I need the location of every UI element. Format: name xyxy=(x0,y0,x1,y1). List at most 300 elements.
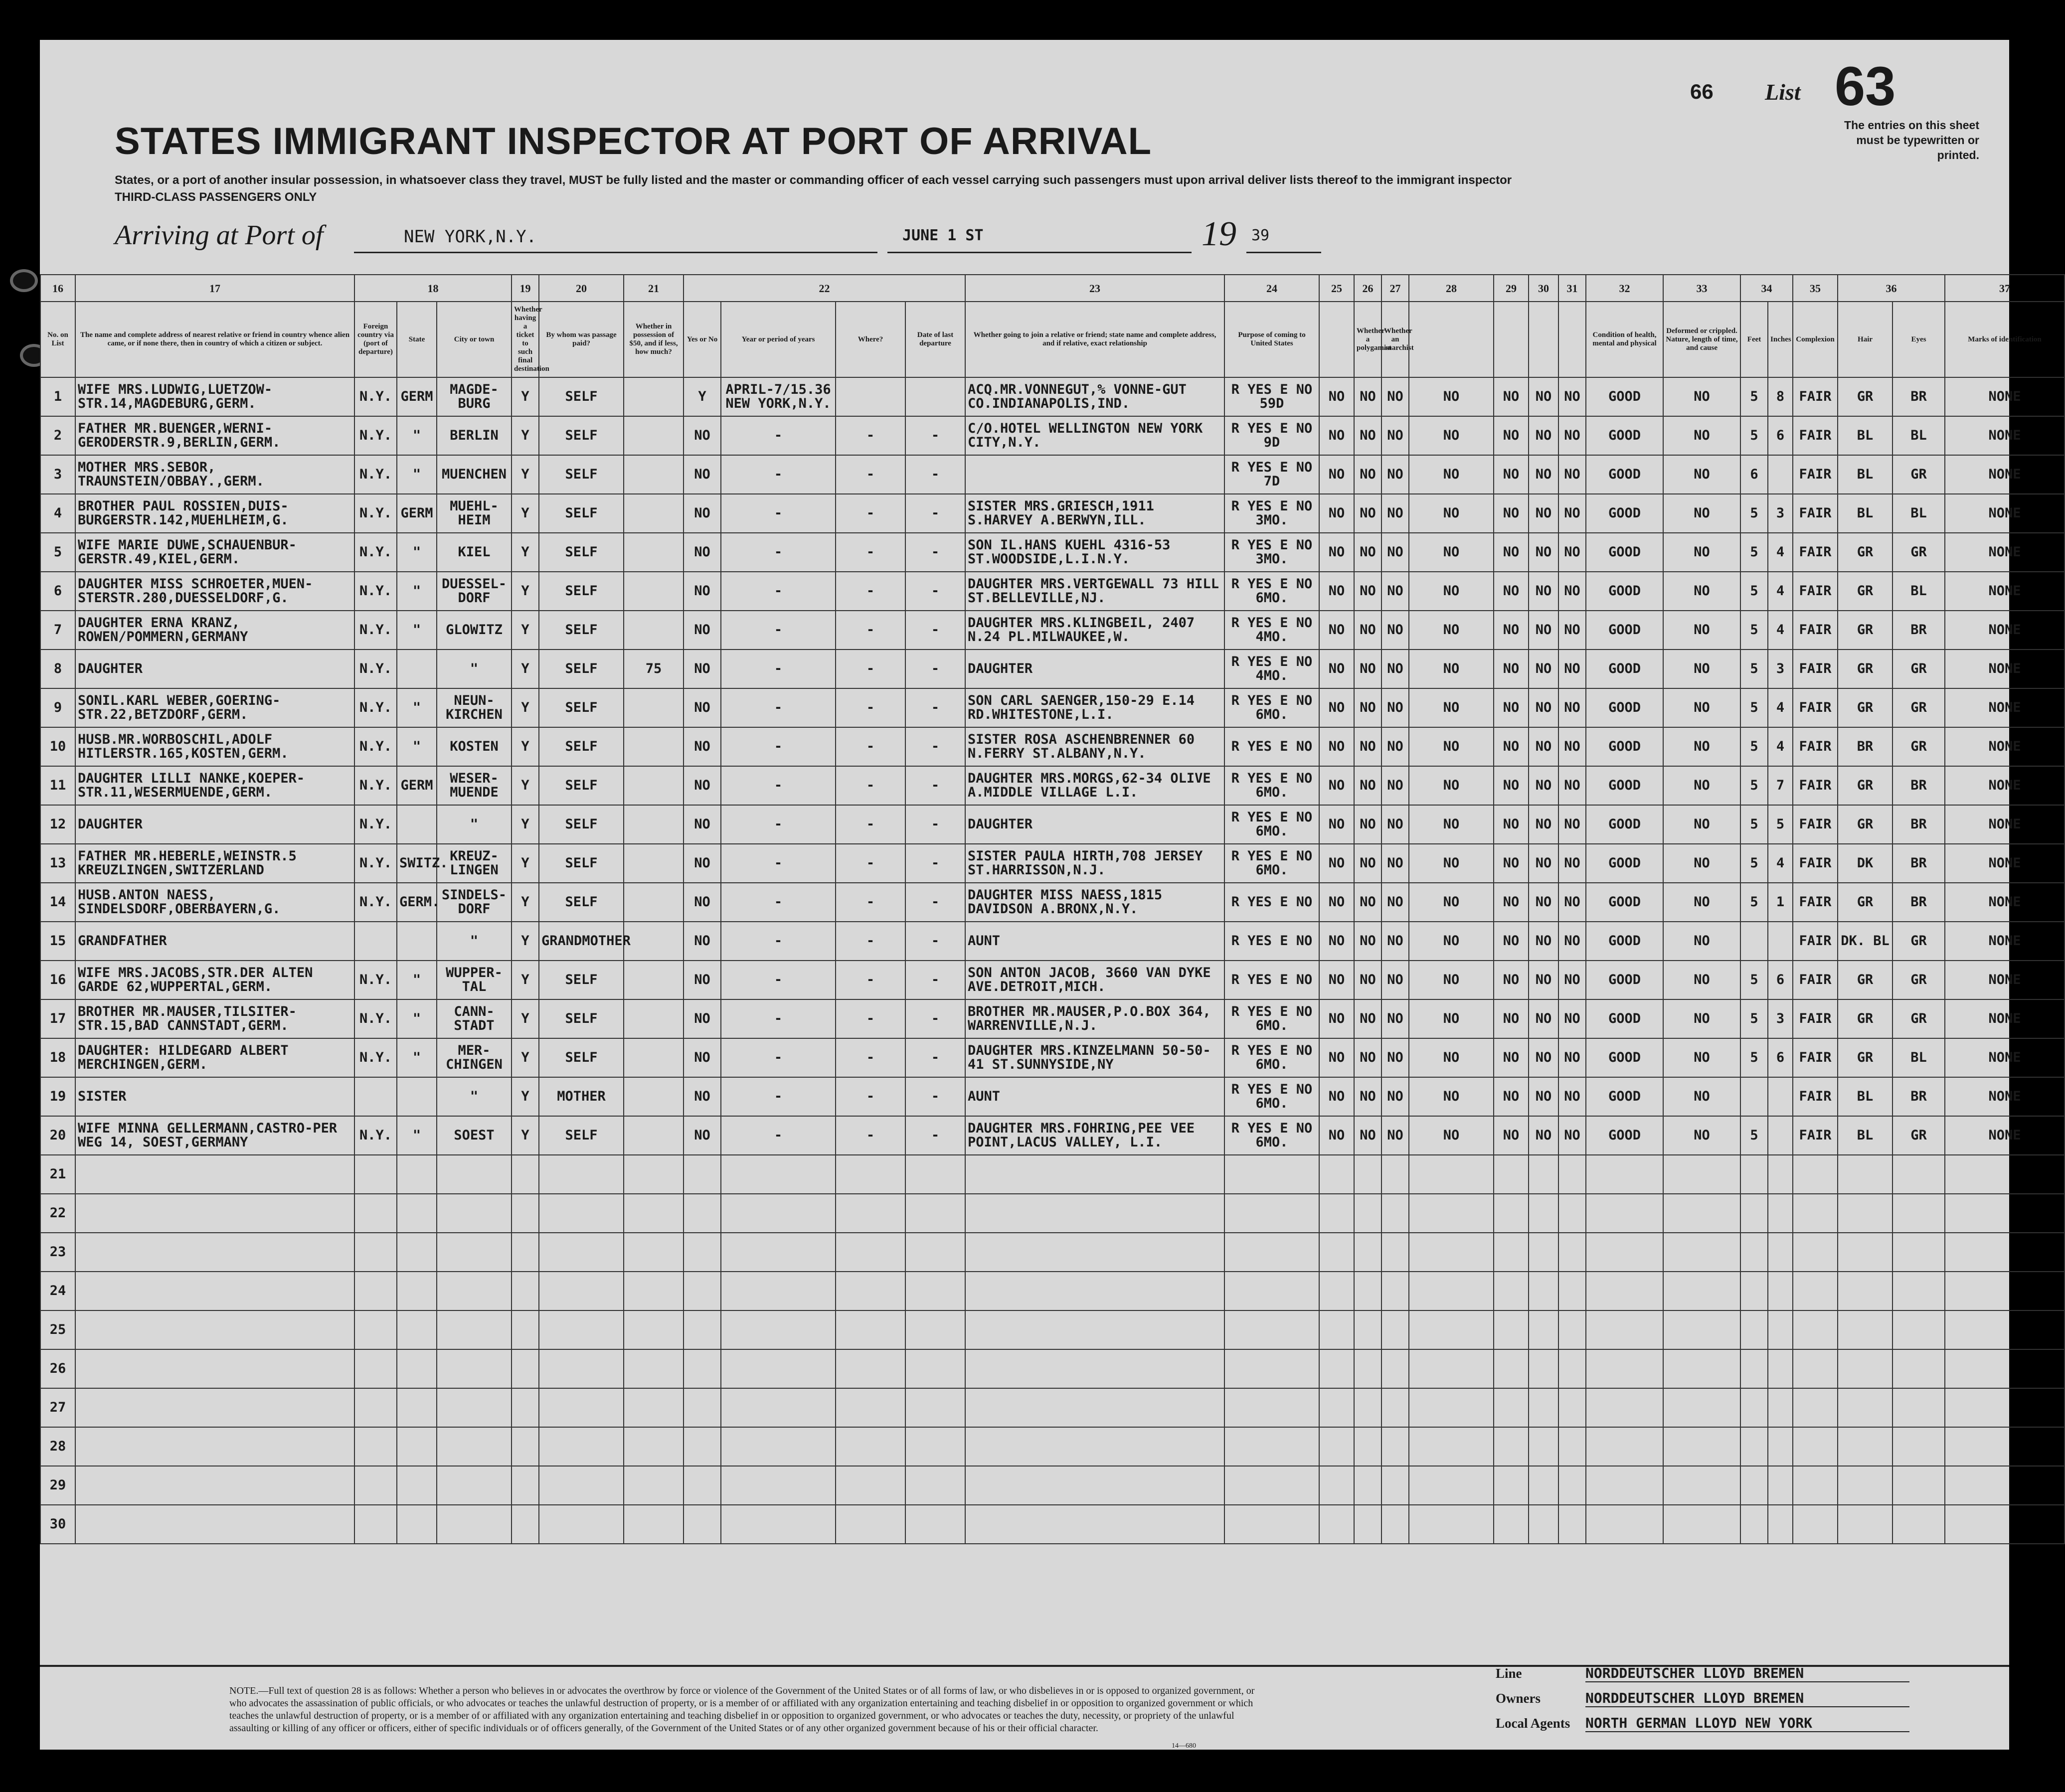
height-feet: 5 xyxy=(1740,1116,1768,1155)
hair-color: GR xyxy=(1838,999,1893,1038)
empty-cell xyxy=(1529,1388,1558,1427)
empty-cell xyxy=(397,1310,437,1349)
empty-cell xyxy=(721,1427,836,1466)
relative-abroad: WIFE MARIE DUWE,SCHAUENBUR-GERSTR.49,KIEL,GERM. xyxy=(75,533,354,572)
empty-cell xyxy=(75,1427,354,1466)
before-where: - xyxy=(836,455,905,494)
eye-color: BR xyxy=(1893,766,1945,805)
column-number: 30 xyxy=(1529,275,1558,302)
empty-cell xyxy=(1224,1505,1319,1544)
health-condition: GOOD xyxy=(1586,727,1663,766)
relative-abroad: DAUGHTER xyxy=(75,805,354,844)
empty-cell xyxy=(1768,1505,1793,1544)
health-condition: GOOD xyxy=(1586,883,1663,922)
before-in-us: NO xyxy=(684,844,721,883)
col-25: NO xyxy=(1319,533,1354,572)
col-28: NO xyxy=(1409,1077,1494,1116)
header-inches: Inches xyxy=(1768,302,1793,377)
relative-abroad: SISTER xyxy=(75,1077,354,1116)
col-31: NO xyxy=(1558,805,1586,844)
before-in-us: NO xyxy=(684,650,721,688)
purpose: R YES E NO xyxy=(1224,961,1319,999)
col-30: NO xyxy=(1529,455,1558,494)
health-condition: GOOD xyxy=(1586,1077,1663,1116)
empty-cell xyxy=(1945,1349,2065,1388)
row-number: 30 xyxy=(40,1505,75,1544)
ticket: Y xyxy=(512,883,539,922)
empty-cell xyxy=(684,1233,721,1272)
ticket: Y xyxy=(512,1038,539,1077)
form-instructions: States, or a port of another insular possession, in whatsoever class they travel, MUST be fully listed and the master or commanding officer of each vessel carrying such passengers must upon arrival deliver lists thereof to the immigrant inspector xyxy=(115,173,1512,187)
empty-cell xyxy=(1945,1194,2065,1233)
foreign-country: N.Y. xyxy=(354,572,397,611)
date-last-departure: - xyxy=(905,572,965,611)
empty-cell xyxy=(1740,1466,1768,1505)
empty-cell xyxy=(512,1388,539,1427)
joining-relative: DAUGHTER MISS NAESS,1815 DAVIDSON A.BRONX,N.Y. xyxy=(965,883,1224,922)
passenger-row xyxy=(40,727,2065,766)
column-number: 23 xyxy=(965,275,1224,302)
purpose: R YES E NO xyxy=(1224,922,1319,961)
deformed: NO xyxy=(1663,611,1740,650)
header-col-31 xyxy=(1558,302,1586,377)
col-30: NO xyxy=(1529,999,1558,1038)
empty-cell xyxy=(539,1233,624,1272)
empty-cell xyxy=(1494,1505,1529,1544)
empty-cell xyxy=(354,1349,397,1388)
purpose: R YES E NO 7D xyxy=(1224,455,1319,494)
empty-cell xyxy=(1740,1155,1768,1194)
col-25: NO xyxy=(1319,416,1354,455)
empty-cell xyxy=(905,1272,965,1310)
height-feet xyxy=(1740,1077,1768,1116)
empty-cell xyxy=(1381,1155,1409,1194)
empty-cell xyxy=(1740,1388,1768,1427)
empty-cell xyxy=(1740,1272,1768,1310)
empty-row xyxy=(40,1427,2065,1466)
purpose: R YES E NO 6MO. xyxy=(1224,805,1319,844)
height-feet: 5 xyxy=(1740,650,1768,688)
deformed: NO xyxy=(1663,961,1740,999)
empty-row xyxy=(40,1310,2065,1349)
header-ticket: Whether having a ticket to such final destination xyxy=(512,302,539,377)
destination-state xyxy=(397,922,437,961)
empty-cell xyxy=(905,1466,965,1505)
empty-cell xyxy=(1586,1388,1663,1427)
empty-row xyxy=(40,1505,2065,1544)
col-31: NO xyxy=(1558,727,1586,766)
col-31: NO xyxy=(1558,572,1586,611)
hair-color: GR xyxy=(1838,611,1893,650)
passenger-row xyxy=(40,1116,2065,1155)
empty-cell xyxy=(1945,1272,2065,1310)
empty-cell xyxy=(1354,1155,1381,1194)
passage-paid-by: MOTHER xyxy=(539,1077,624,1116)
empty-cell xyxy=(1529,1155,1558,1194)
form-number: 14—680 xyxy=(1172,1742,1196,1750)
passenger-row xyxy=(40,494,2065,533)
destination-state: GERM xyxy=(397,766,437,805)
destination-state: " xyxy=(397,727,437,766)
eye-color: GR xyxy=(1893,455,1945,494)
line-label: Line xyxy=(1496,1666,1522,1681)
date-last-departure: - xyxy=(905,727,965,766)
row-number: 26 xyxy=(40,1349,75,1388)
col-29: NO xyxy=(1494,1038,1529,1077)
empty-cell xyxy=(1354,1310,1381,1349)
anarchist: NO xyxy=(1381,961,1409,999)
marks-identification: NONE xyxy=(1945,455,2065,494)
money-held xyxy=(624,805,684,844)
marks-identification: NONE xyxy=(1945,688,2065,727)
empty-cell xyxy=(1409,1349,1494,1388)
joining-relative: SISTER ROSA ASCHENBRENNER 60 N.FERRY ST.ALBANY,N.Y. xyxy=(965,727,1224,766)
empty-cell xyxy=(1409,1272,1494,1310)
before-where: - xyxy=(836,1116,905,1155)
row-number: 12 xyxy=(40,805,75,844)
joining-relative xyxy=(965,455,1224,494)
destination-state: " xyxy=(397,572,437,611)
empty-cell xyxy=(1319,1505,1354,1544)
empty-cell xyxy=(75,1233,354,1272)
deformed: NO xyxy=(1663,727,1740,766)
col-29: NO xyxy=(1494,922,1529,961)
empty-cell xyxy=(1354,1349,1381,1388)
destination-city: SOEST xyxy=(437,1116,512,1155)
health-condition: GOOD xyxy=(1586,611,1663,650)
column-number: 31 xyxy=(1558,275,1586,302)
deformed: NO xyxy=(1663,377,1740,416)
column-number: 27 xyxy=(1381,275,1409,302)
empty-cell xyxy=(437,1233,512,1272)
eye-color: BL xyxy=(1893,572,1945,611)
empty-cell xyxy=(905,1155,965,1194)
purpose: R YES E NO 6MO. xyxy=(1224,688,1319,727)
money-held xyxy=(624,883,684,922)
destination-city: KIEL xyxy=(437,533,512,572)
empty-cell xyxy=(1893,1466,1945,1505)
eye-color: GR xyxy=(1893,688,1945,727)
row-number: 10 xyxy=(40,727,75,766)
empty-cell xyxy=(1893,1388,1945,1427)
row-number: 6 xyxy=(40,572,75,611)
polygamist: NO xyxy=(1354,688,1381,727)
before-year: - xyxy=(721,961,836,999)
passage-paid-by: SELF xyxy=(539,377,624,416)
deformed: NO xyxy=(1663,999,1740,1038)
joining-relative: SISTER MRS.GRIESCH,1911 S.HARVEY A.BERWYN,ILL. xyxy=(965,494,1224,533)
empty-cell xyxy=(1586,1466,1663,1505)
column-number: 28 xyxy=(1409,275,1494,302)
empty-cell xyxy=(75,1349,354,1388)
column-number: 24 xyxy=(1224,275,1319,302)
col-25: NO xyxy=(1319,1038,1354,1077)
polygamist: NO xyxy=(1354,844,1381,883)
before-year: - xyxy=(721,455,836,494)
complexion: FAIR xyxy=(1793,961,1838,999)
empty-cell xyxy=(1586,1272,1663,1310)
col-30: NO xyxy=(1529,922,1558,961)
complexion: FAIR xyxy=(1793,922,1838,961)
eye-color: GR xyxy=(1893,650,1945,688)
hair-color: GR xyxy=(1838,572,1893,611)
foreign-country: N.Y. xyxy=(354,494,397,533)
col-28: NO xyxy=(1409,455,1494,494)
empty-cell xyxy=(75,1388,354,1427)
col-30: NO xyxy=(1529,766,1558,805)
empty-cell xyxy=(1740,1349,1768,1388)
relative-abroad: DAUGHTER ERNA KRANZ, ROWEN/POMMERN,GERMANY xyxy=(75,611,354,650)
empty-cell xyxy=(1768,1155,1793,1194)
height-feet: 5 xyxy=(1740,766,1768,805)
empty-cell xyxy=(1319,1349,1354,1388)
empty-cell xyxy=(1663,1194,1740,1233)
height-inches: 3 xyxy=(1768,650,1793,688)
year-prefix: 19 xyxy=(1202,215,1236,253)
empty-cell xyxy=(1586,1310,1663,1349)
anarchist: NO xyxy=(1381,844,1409,883)
empty-cell xyxy=(1945,1505,2065,1544)
before-year: - xyxy=(721,688,836,727)
col-25: NO xyxy=(1319,999,1354,1038)
empty-cell xyxy=(1224,1427,1319,1466)
marks-identification: NONE xyxy=(1945,805,2065,844)
passage-paid-by: SELF xyxy=(539,533,624,572)
empty-cell xyxy=(75,1194,354,1233)
col-29: NO xyxy=(1494,416,1529,455)
empty-cell xyxy=(1768,1466,1793,1505)
empty-cell xyxy=(684,1388,721,1427)
money-held xyxy=(624,416,684,455)
purpose: R YES E NO 6MO. xyxy=(1224,1077,1319,1116)
empty-cell xyxy=(1381,1194,1409,1233)
empty-cell xyxy=(354,1233,397,1272)
empty-cell xyxy=(1893,1505,1945,1544)
passage-paid-by: GRANDMOTHER xyxy=(539,922,624,961)
empty-cell xyxy=(1740,1427,1768,1466)
empty-cell xyxy=(1319,1388,1354,1427)
header-anarchist: Whether an anarchist xyxy=(1381,302,1409,377)
foreign-country: N.Y. xyxy=(354,766,397,805)
destination-state: GERM xyxy=(397,494,437,533)
col-28: NO xyxy=(1409,611,1494,650)
before-where: - xyxy=(836,611,905,650)
purpose: R YES E NO 9D xyxy=(1224,416,1319,455)
joining-relative: SON IL.HANS KUEHL 4316-53 ST.WOODSIDE,L.I.N.Y. xyxy=(965,533,1224,572)
empty-cell xyxy=(1558,1272,1586,1310)
before-year: - xyxy=(721,766,836,805)
col-31: NO xyxy=(1558,494,1586,533)
empty-cell xyxy=(75,1505,354,1544)
empty-cell xyxy=(1586,1349,1663,1388)
health-condition: GOOD xyxy=(1586,805,1663,844)
height-feet: 5 xyxy=(1740,805,1768,844)
empty-cell xyxy=(1529,1505,1558,1544)
passenger-row xyxy=(40,1077,2065,1116)
before-in-us: NO xyxy=(684,416,721,455)
foreign-country: N.Y. xyxy=(354,650,397,688)
deformed: NO xyxy=(1663,883,1740,922)
passage-paid-by: SELF xyxy=(539,844,624,883)
empty-cell xyxy=(1529,1233,1558,1272)
empty-cell xyxy=(905,1194,965,1233)
money-held: 75 xyxy=(624,650,684,688)
height-feet: 5 xyxy=(1740,999,1768,1038)
height-feet: 6 xyxy=(1740,455,1768,494)
eye-color: GR xyxy=(1893,922,1945,961)
ticket: Y xyxy=(512,1116,539,1155)
empty-cell xyxy=(1793,1272,1838,1310)
deformed: NO xyxy=(1663,572,1740,611)
empty-cell xyxy=(1354,1388,1381,1427)
agents-value: NORTH GERMAN LLOYD NEW YORK xyxy=(1585,1715,1909,1732)
anarchist: NO xyxy=(1381,883,1409,922)
passage-paid-by: SELF xyxy=(539,688,624,727)
empty-cell xyxy=(1558,1349,1586,1388)
header-money: Whether in possession of $50, and if less, how much? xyxy=(624,302,684,377)
question-28-note: NOTE.—Full text of question 28 is as follows: Whether a person who believes in or advocates the overthrow by force or violence of the Government of the United States or of all forms of law, or who disbelieves in or is opposed to organized government, or who advocates the assassination of public officials, or who advocates or teaches the unlawful destruction of property, or is a member of or affiliated with any organization entertaining and teaching disbelief in or opposition to organized government or which teaches the unlawful destruction of property, or is a member of or affiliated with any organization entertaining and teaching disbelief in or opposition to organized government, or who advocates or teaches the duty, necessity, or propriety of the unlawful assaulting or killing of any officer or officers, either of specific individuals or of officers generally, of the Government of the United States or of any other organized government because of his or their official character. xyxy=(229,1685,1255,1734)
destination-state: " xyxy=(397,533,437,572)
column-number: 17 xyxy=(75,275,354,302)
empty-cell xyxy=(836,1349,905,1388)
col-31: NO xyxy=(1558,883,1586,922)
before-in-us: NO xyxy=(684,494,721,533)
height-inches: 8 xyxy=(1768,377,1793,416)
empty-cell xyxy=(721,1466,836,1505)
before-year: - xyxy=(721,1038,836,1077)
marks-identification: NONE xyxy=(1945,844,2065,883)
col-30: NO xyxy=(1529,1116,1558,1155)
row-number: 28 xyxy=(40,1427,75,1466)
empty-cell xyxy=(512,1310,539,1349)
empty-cell xyxy=(1224,1388,1319,1427)
money-held xyxy=(624,688,684,727)
empty-cell xyxy=(1319,1194,1354,1233)
empty-cell xyxy=(1494,1155,1529,1194)
height-inches: 5 xyxy=(1768,805,1793,844)
foreign-country: N.Y. xyxy=(354,688,397,727)
empty-cell xyxy=(437,1155,512,1194)
empty-cell xyxy=(836,1194,905,1233)
before-year: - xyxy=(721,999,836,1038)
col-30: NO xyxy=(1529,650,1558,688)
money-held xyxy=(624,922,684,961)
joining-relative: SON CARL SAENGER,150-29 E.14 RD.WHITESTONE,L.I. xyxy=(965,688,1224,727)
empty-cell xyxy=(1663,1233,1740,1272)
marks-identification: NONE xyxy=(1945,961,2065,999)
empty-cell xyxy=(1558,1427,1586,1466)
col-28: NO xyxy=(1409,377,1494,416)
hair-color: GR xyxy=(1838,533,1893,572)
health-condition: GOOD xyxy=(1586,1116,1663,1155)
empty-cell xyxy=(1529,1194,1558,1233)
empty-cell xyxy=(1558,1233,1586,1272)
before-where: - xyxy=(836,727,905,766)
agents-label: Local Agents xyxy=(1496,1716,1570,1731)
header-complexion: Complexion xyxy=(1793,302,1838,377)
empty-cell xyxy=(1838,1505,1893,1544)
passage-paid-by: SELF xyxy=(539,455,624,494)
col-29: NO xyxy=(1494,572,1529,611)
before-where: - xyxy=(836,844,905,883)
passage-paid-by: SELF xyxy=(539,494,624,533)
header-purpose: Purpose of coming to United States xyxy=(1224,302,1319,377)
date-last-departure: - xyxy=(905,416,965,455)
empty-cell xyxy=(512,1466,539,1505)
row-number: 16 xyxy=(40,961,75,999)
height-feet: 5 xyxy=(1740,883,1768,922)
empty-cell xyxy=(1663,1155,1740,1194)
empty-cell xyxy=(836,1310,905,1349)
height-feet: 5 xyxy=(1740,1038,1768,1077)
anarchist: NO xyxy=(1381,688,1409,727)
col-30: NO xyxy=(1529,727,1558,766)
health-condition: GOOD xyxy=(1586,572,1663,611)
polygamist: NO xyxy=(1354,727,1381,766)
joining-relative: C/O.HOTEL WELLINGTON NEW YORK CITY,N.Y. xyxy=(965,416,1224,455)
ticket: Y xyxy=(512,533,539,572)
foreign-country: N.Y. xyxy=(354,999,397,1038)
empty-cell xyxy=(1494,1388,1529,1427)
col-30: NO xyxy=(1529,533,1558,572)
col-25: NO xyxy=(1319,766,1354,805)
height-feet: 5 xyxy=(1740,377,1768,416)
foreign-country xyxy=(354,922,397,961)
col-29: NO xyxy=(1494,766,1529,805)
header-date-last-departure: Date of last departure xyxy=(905,302,965,377)
polygamist: NO xyxy=(1354,805,1381,844)
joining-relative: ACQ.MR.VONNEGUT,% VONNE-GUT CO.INDIANAPOLIS,IND. xyxy=(965,377,1224,416)
col-28: NO xyxy=(1409,844,1494,883)
passage-paid-by: SELF xyxy=(539,572,624,611)
empty-row xyxy=(40,1349,2065,1388)
marks-identification: NONE xyxy=(1945,533,2065,572)
empty-cell xyxy=(684,1272,721,1310)
owners-field xyxy=(1496,1690,1909,1707)
header-city: City or town xyxy=(437,302,512,377)
list-number: 63 xyxy=(1835,56,1896,117)
before-year: - xyxy=(721,922,836,961)
empty-row xyxy=(40,1272,2065,1310)
purpose: R YES E NO 3MO. xyxy=(1224,533,1319,572)
empty-cell xyxy=(624,1427,684,1466)
complexion: FAIR xyxy=(1793,766,1838,805)
money-held xyxy=(624,572,684,611)
relative-abroad: BROTHER PAUL ROSSIEN,DUIS-BURGERSTR.142,MUEHLHEIM,G. xyxy=(75,494,354,533)
row-number: 8 xyxy=(40,650,75,688)
passage-paid-by: SELF xyxy=(539,650,624,688)
row-number: 14 xyxy=(40,883,75,922)
relative-abroad: HUSB.ANTON NAESS, SINDELSDORF,OBERBAYERN,G. xyxy=(75,883,354,922)
header-marks: Marks of identification xyxy=(1945,302,2065,377)
row-number: 15 xyxy=(40,922,75,961)
before-where: - xyxy=(836,922,905,961)
relative-abroad: DAUGHTER MISS SCHROETER,MUEN-STERSTR.280,DUESSELDORF,G. xyxy=(75,572,354,611)
relative-abroad: DAUGHTER xyxy=(75,650,354,688)
row-number: 19 xyxy=(40,1077,75,1116)
passenger-row xyxy=(40,377,2065,416)
empty-cell xyxy=(1529,1272,1558,1310)
empty-cell xyxy=(1354,1272,1381,1310)
purpose: R YES E NO 6MO. xyxy=(1224,999,1319,1038)
deformed: NO xyxy=(1663,650,1740,688)
complexion: FAIR xyxy=(1793,377,1838,416)
polygamist: NO xyxy=(1354,961,1381,999)
before-year: - xyxy=(721,844,836,883)
anarchist: NO xyxy=(1381,533,1409,572)
hair-color: BR xyxy=(1838,727,1893,766)
money-held xyxy=(624,1077,684,1116)
